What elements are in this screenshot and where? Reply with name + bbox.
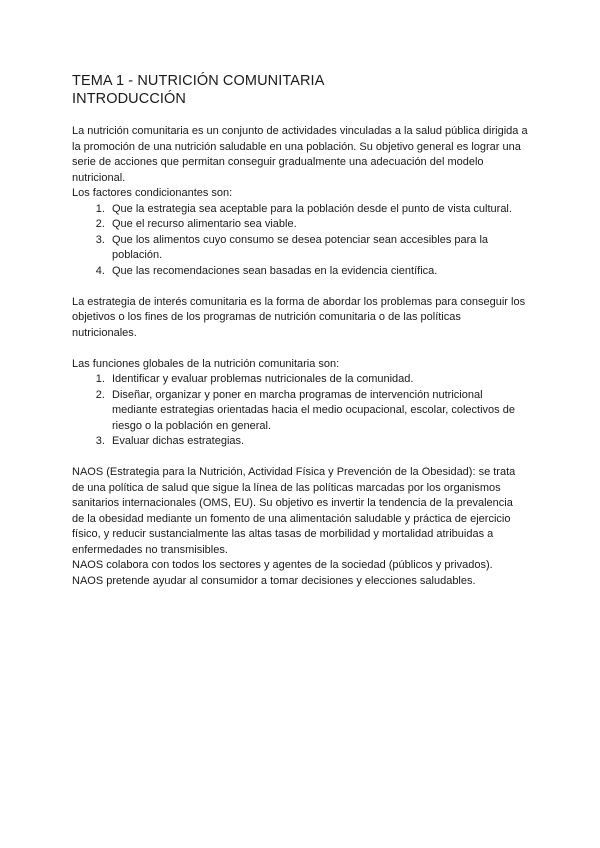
list-item: 3. Evaluar dichas estrategias. — [108, 434, 528, 450]
functions-heading: Las funciones globales de la nutrición comunitaria son: — [72, 357, 340, 370]
spacer — [72, 450, 528, 466]
list-item: 2. Diseñar, organizar y poner en marcha programas de intervención nutricional mediante estrategias orientadas hacia el medio ocupacional, escolar, colectivos de riesgo o la población en general. — [108, 388, 528, 435]
document-body — [72, 124, 528, 589]
factors-list — [72, 202, 528, 280]
list-item: 2. Que el recurso alimentario sea viable. — [108, 217, 528, 233]
title-line-1: TEMA 1 - NUTRICIÓN COMUNITARIA — [72, 73, 325, 89]
factors-heading: Los factores condicionantes son: — [72, 187, 233, 199]
list-item: 1. Identificar y evaluar problemas nutricionales de la comunidad. — [108, 372, 528, 388]
naos-paragraph: NAOS (Estrategia para la Nutrición, Actividad Física y Prevención de la Obesidad): se trata de una política de salud que sigue la línea de las políticas marcadas por los organismos sanitarios internacionales (OMS, EU). Su objetivo es invertir la tendencia de la prevalencia de la obesidad mediante un fomento de una alimentación saludable y práctica de ejercicio físico, y reducir sustancialmente las altas tasas de morbilidad y mortalidad atribuidas a enfermedades no transmisibles. — [72, 466, 516, 556]
list-item: 1. Que la estrategia sea aceptable para la población desde el punto de vista cultural. — [108, 202, 528, 218]
functions-list — [72, 372, 528, 450]
list-item: 3. Que los alimentos cuyo consumo se desea potenciar sean accesibles para la población. — [108, 233, 528, 264]
page-title — [72, 72, 528, 108]
naos-goal: NAOS pretende ayudar al consumidor a tomar decisiones y elecciones saludables. — [72, 574, 476, 587]
intro-paragraph: La nutrición comunitaria es un conjunto de actividades vinculadas a la salud pública dirigida a la promoción de una nutrición saludable en una población. Su objetivo general es lograr una serie de acciones que permitan conseguir gradualmente una adecuación del modelo nutricional. — [72, 125, 528, 184]
naos-collaboration: NAOS colabora con todos los sectores y agentes de la sociedad (públicos y privados). — [72, 559, 493, 571]
spacer — [72, 279, 528, 295]
title-line-2: INTRODUCCIÓN — [72, 91, 186, 107]
spacer — [72, 341, 528, 357]
list-item: 4. Que las recomendaciones sean basadas en la evidencia científica. — [108, 264, 528, 280]
strategy-paragraph: La estrategia de interés comunitaria es la forma de abordar los problemas para conseguir los objetivos o los fines de los programas de nutrición comunitaria o de las políticas nutricionales. — [72, 295, 526, 339]
